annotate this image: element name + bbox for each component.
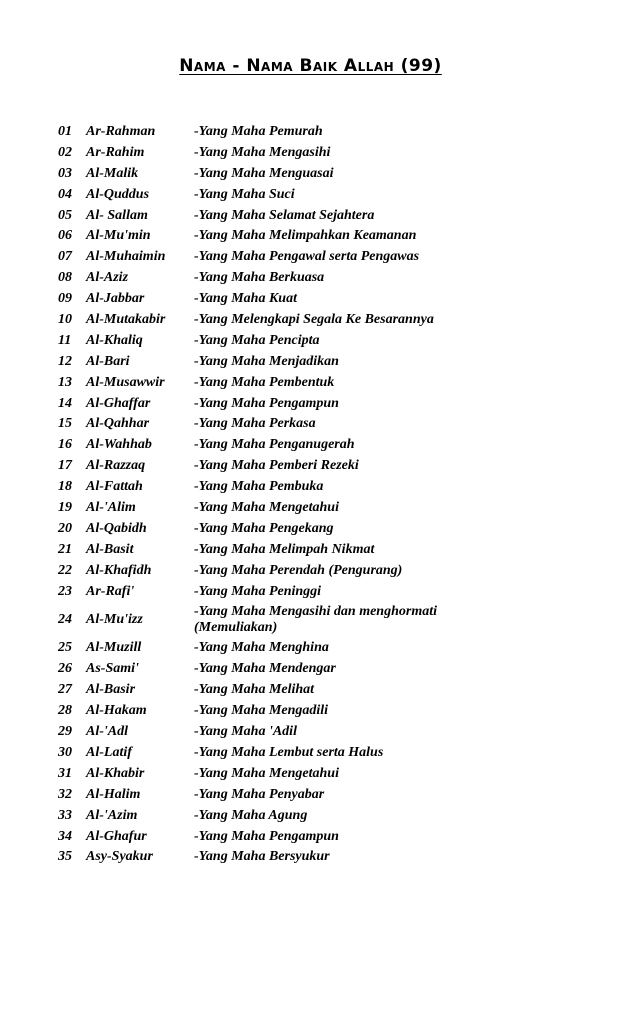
item-name: Al-Aziz xyxy=(86,270,129,286)
list-item xyxy=(58,659,578,680)
list-item xyxy=(58,540,578,561)
item-name: Al-'Adl xyxy=(86,724,129,740)
list-item xyxy=(58,602,578,638)
item-name: Al-'Alim xyxy=(86,500,136,516)
item-meaning: -Yang Maha Mengasihi dan menghormati (Memuliakan) xyxy=(194,604,437,636)
item-meaning: -Yang Maha Menjadikan xyxy=(194,353,339,369)
item-number: 02 xyxy=(58,144,72,160)
item-name: Al-Halim xyxy=(86,786,141,802)
item-name: Al- Sallam xyxy=(86,207,148,223)
list-item xyxy=(58,185,578,206)
item-meaning: -Yang Maha Mengetahui xyxy=(194,765,339,781)
item-number: 08 xyxy=(58,270,72,286)
list-item xyxy=(58,477,578,498)
item-name: Al-'Azim xyxy=(86,807,138,823)
item-number: 29 xyxy=(58,724,72,740)
item-meaning: -Yang Melengkapi Segala Ke Besarannya xyxy=(194,312,434,328)
list-item xyxy=(58,456,578,477)
list-item xyxy=(58,722,578,743)
list-item xyxy=(58,680,578,701)
item-number: 14 xyxy=(58,395,72,411)
item-name: Al-Musawwir xyxy=(86,374,165,390)
item-number: 24 xyxy=(58,612,72,628)
list-item xyxy=(58,247,578,268)
list-item xyxy=(58,268,578,289)
item-meaning: -Yang Maha Perkasa xyxy=(194,416,316,432)
list-item xyxy=(58,331,578,352)
item-meaning: -Yang Maha Kuat xyxy=(194,291,297,307)
list-item xyxy=(58,206,578,227)
list-item xyxy=(58,310,578,331)
item-name: Al-Ghafur xyxy=(86,828,147,844)
item-name: Al-Khabir xyxy=(86,765,145,781)
item-name: Al-Muhaimin xyxy=(86,249,166,265)
item-number: 12 xyxy=(58,353,72,369)
item-meaning: -Yang Maha Menguasai xyxy=(194,165,334,181)
item-meaning: -Yang Maha Pembuka xyxy=(194,479,324,495)
item-meaning: -Yang Maha 'Adil xyxy=(194,724,297,740)
item-number: 22 xyxy=(58,562,72,578)
item-meaning: -Yang Maha Pengawal serta Pengawas xyxy=(194,249,420,265)
item-name: As-Sami' xyxy=(86,661,139,677)
item-number: 32 xyxy=(58,786,72,802)
list-item xyxy=(58,764,578,785)
item-name: Ar-Rafi' xyxy=(86,583,135,599)
item-number: 28 xyxy=(58,703,72,719)
item-number: 05 xyxy=(58,207,72,223)
item-meaning: -Yang Maha Mengadili xyxy=(194,703,329,719)
item-meaning: -Yang Maha Pengekang xyxy=(194,520,334,536)
item-name: Al-Fattah xyxy=(86,479,143,495)
item-name: Al-Bari xyxy=(86,353,130,369)
item-meaning: -Yang Maha Lembut serta Halus xyxy=(194,744,384,760)
item-name: Al-Mutakabir xyxy=(86,312,166,328)
item-number: 11 xyxy=(58,332,72,348)
list-item xyxy=(58,289,578,310)
list-item xyxy=(58,582,578,603)
item-name: Al-Qabidh xyxy=(86,520,147,536)
item-meaning: -Yang Maha Perendah (Pengurang) xyxy=(194,562,403,578)
item-meaning: -Yang Maha Pengampun xyxy=(194,395,339,411)
list-item xyxy=(58,785,578,806)
item-meaning: -Yang Maha Pemurah xyxy=(194,124,323,139)
item-name: Ar-Rahim xyxy=(86,144,145,160)
item-number: 15 xyxy=(58,416,72,432)
list-item xyxy=(58,143,578,164)
item-name: Al-Qahhar xyxy=(86,416,150,432)
item-name: Al-Razzaq xyxy=(86,458,146,474)
item-number: 01 xyxy=(58,124,72,139)
item-number: 23 xyxy=(58,583,72,599)
item-meaning: -Yang Maha Pencipta xyxy=(194,332,320,348)
item-number: 09 xyxy=(58,291,72,307)
item-meaning: -Yang Maha Penyabar xyxy=(194,786,325,802)
item-meaning: -Yang Maha Mengasihi xyxy=(194,144,331,160)
item-number: 27 xyxy=(58,682,72,698)
item-name: Al-Khafidh xyxy=(86,562,152,578)
item-meaning: -Yang Maha Pembentuk xyxy=(194,374,335,390)
list-item xyxy=(58,164,578,185)
list-item xyxy=(58,743,578,764)
item-number: 16 xyxy=(58,437,72,453)
item-meaning: -Yang Maha Bersyukur xyxy=(194,849,330,865)
list-item xyxy=(58,638,578,659)
item-meaning: -Yang Maha Mengetahui xyxy=(194,500,339,516)
item-meaning: -Yang Maha Suci xyxy=(194,186,295,202)
item-name: Al-Jabbar xyxy=(86,291,145,307)
item-meaning: -Yang Maha Agung xyxy=(194,807,308,823)
item-name: Al-Malik xyxy=(86,165,139,181)
list-item xyxy=(58,806,578,827)
item-number: 19 xyxy=(58,500,72,516)
item-meaning: -Yang Maha Melimpahkan Keamanan xyxy=(194,228,417,244)
item-name: Al-Latif xyxy=(86,744,132,760)
item-name: Al-Wahhab xyxy=(86,437,152,453)
item-number: 25 xyxy=(58,640,72,656)
item-name: Al-Muzill xyxy=(86,640,142,656)
item-number: 13 xyxy=(58,374,72,390)
item-number: 35 xyxy=(58,849,72,865)
item-number: 10 xyxy=(58,312,72,328)
item-number: 17 xyxy=(58,458,72,474)
list-item xyxy=(58,435,578,456)
item-number: 20 xyxy=(58,520,72,536)
list-item xyxy=(58,827,578,848)
item-name: Al-Basir xyxy=(86,682,136,698)
item-meaning: -Yang Maha Melihat xyxy=(194,682,315,698)
item-name: Al-Mu'izz xyxy=(86,612,143,628)
list-item xyxy=(58,122,578,143)
item-meaning: -Yang Maha Penganugerah xyxy=(194,437,355,453)
item-name: Al-Ghaffar xyxy=(86,395,151,411)
list-item xyxy=(58,701,578,722)
item-number: 04 xyxy=(58,186,72,202)
item-name: Al-Basit xyxy=(86,541,134,557)
list-item xyxy=(58,373,578,394)
list-item xyxy=(58,352,578,373)
item-number: 21 xyxy=(58,541,72,557)
item-meaning: -Yang Maha Melimpah Nikmat xyxy=(194,541,375,557)
item-meaning: -Yang Maha Pemberi Rezeki xyxy=(194,458,359,474)
item-number: 07 xyxy=(58,249,72,265)
item-name: Al-Hakam xyxy=(86,703,147,719)
item-name: Al-Mu'min xyxy=(86,228,151,244)
names-list xyxy=(58,122,578,868)
item-name: Asy-Syakur xyxy=(86,849,153,865)
item-number: 31 xyxy=(58,765,72,781)
item-meaning: -Yang Maha Peninggi xyxy=(194,583,322,599)
item-name: Al-Quddus xyxy=(86,186,150,202)
list-item xyxy=(58,561,578,582)
item-number: 34 xyxy=(58,828,72,844)
list-item xyxy=(58,414,578,435)
item-meaning: -Yang Maha Menghina xyxy=(194,640,329,656)
item-number: 26 xyxy=(58,661,72,677)
item-meaning: -Yang Maha Pengampun xyxy=(194,828,339,844)
list-item xyxy=(58,519,578,540)
list-item xyxy=(58,847,578,868)
item-number: 30 xyxy=(58,744,72,760)
page-title: Nama - Nama Baik Allah (99) xyxy=(179,56,442,76)
list-item xyxy=(58,498,578,519)
list-item xyxy=(58,394,578,415)
item-meaning: -Yang Maha Berkuasa xyxy=(194,270,325,286)
item-meaning: -Yang Maha Mendengar xyxy=(194,661,336,677)
item-number: 33 xyxy=(58,807,72,823)
item-meaning: -Yang Maha Selamat Sejahtera xyxy=(194,207,375,223)
item-number: 06 xyxy=(58,228,72,244)
item-number: 03 xyxy=(58,165,72,181)
list-item xyxy=(58,226,578,247)
item-number: 18 xyxy=(58,479,72,495)
item-name: Al-Khaliq xyxy=(86,332,143,348)
item-name: Ar-Rahman xyxy=(86,124,156,139)
